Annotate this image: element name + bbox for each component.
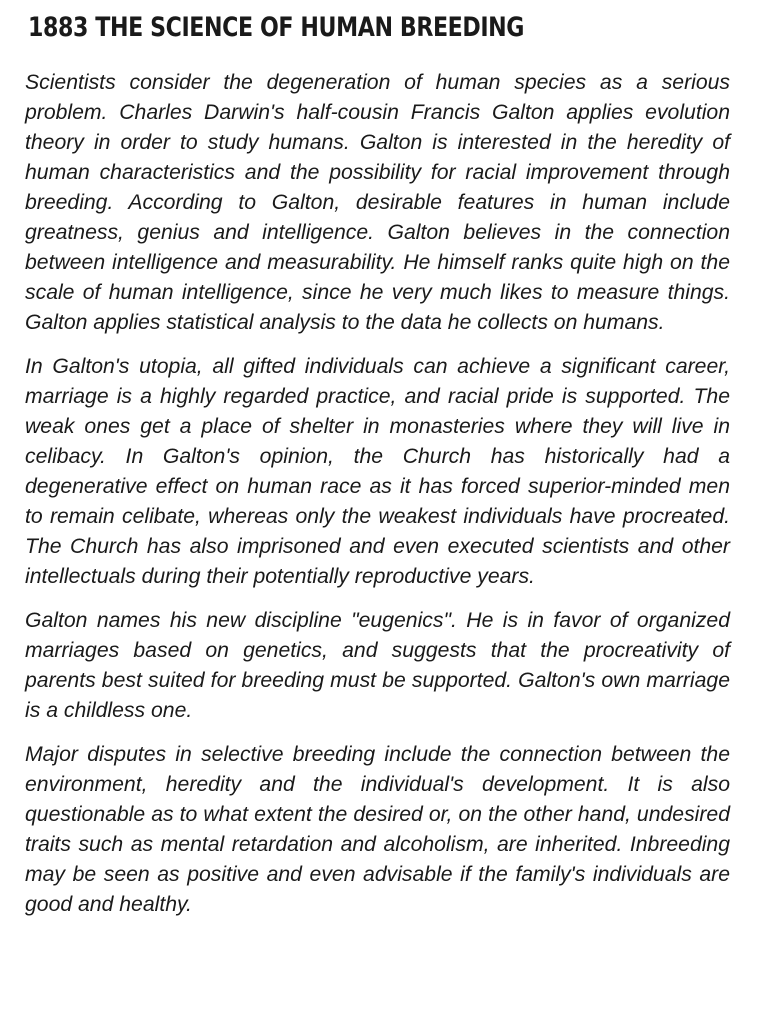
- paragraph-galton-intro: Scientists consider the degeneration of human species as a serious problem. Charles Darwin's half-cousin Francis Galton applies evolution theory in order to study humans. Galton is interested in the heredity of human characteristics and the possibility for racial improvement through breeding. According to Galton, desirable features in human include greatness, genius and intelligence. Galton believes in the connection between intelligence and measurability. He himself ranks quite high on the scale of human intelligence, since he very much likes to measure things. Galton applies statistical analysis to the data he collects on humans.: [25, 71, 730, 334]
- paragraph-galton-utopia: In Galton's utopia, all gifted individuals can achieve a significant career, marriage is a highly regarded practice, and racial pride is supported. The weak ones get a place of shelter in monasteries where they will live in celibacy. In Galton's opinion, the Church has historically had a degenerative effect on human race as it has forced superior-minded men to remain celibate, whereas only the weakest individuals have procreated. The Church has also imprisoned and even executed scientists and other intellectuals during their potentially reproductive years.: [25, 355, 730, 588]
- paragraph-eugenics: Galton names his new discipline "eugenics". He is in favor of organized marriages based on genetics, and suggests that the procreativity of parents best suited for breeding must be supported. Galton's own marriage is a childless one.: [25, 609, 730, 722]
- page-title: 1883 THE SCIENCE OF HUMAN BREEDING: [28, 12, 525, 43]
- paragraph-disputes: Major disputes in selective breeding include the connection between the environment, heredity and the individual's development. It is also questionable as to what extent the desired or, on the other hand, undesired traits such as mental retardation and alcoholism, are inherited. Inbreeding may be seen as positive and even advisable if the family's individuals are good and healthy.: [25, 743, 730, 916]
